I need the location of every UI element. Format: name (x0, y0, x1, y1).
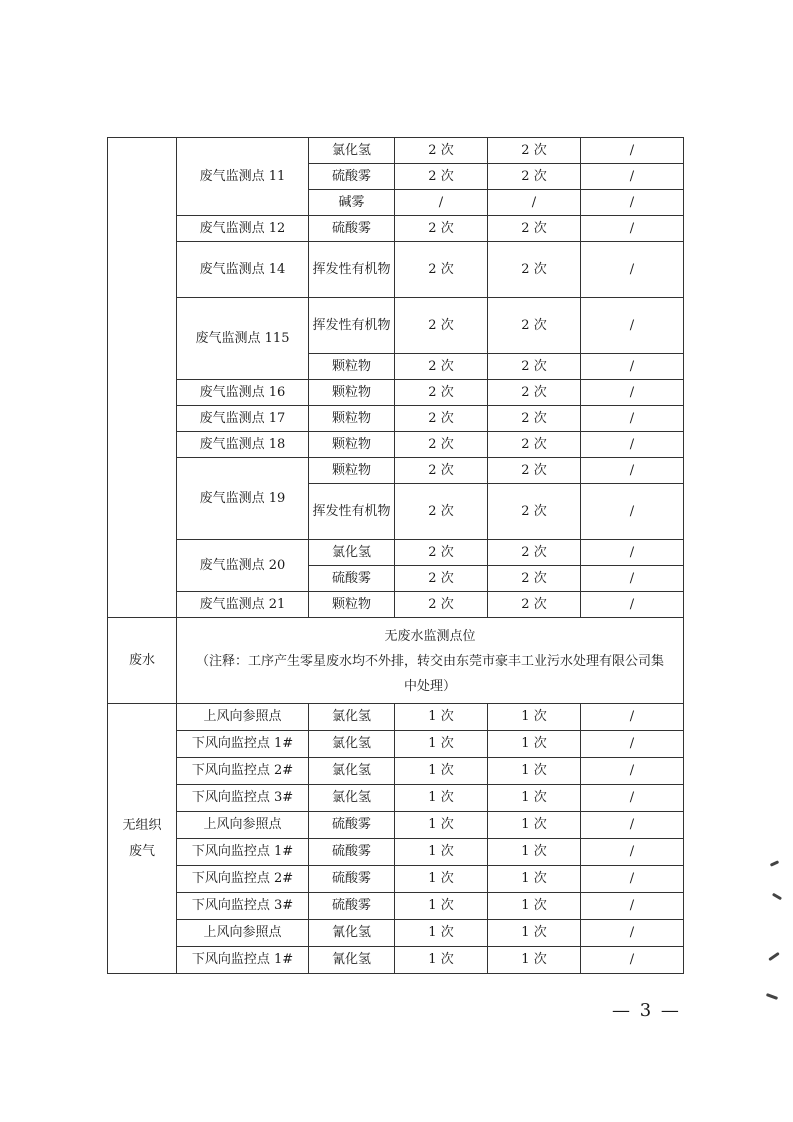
pollutant-cell: 颗粒物 (309, 406, 395, 432)
monitoring-point-cell: 上风向参照点 (177, 920, 309, 947)
remark-cell: / (581, 484, 684, 540)
monitoring-point-cell: 下风向监控点 2# (177, 758, 309, 785)
frequency-cell-a: 2 次 (395, 138, 488, 164)
frequency-cell-b: 2 次 (488, 458, 581, 484)
frequency-cell-b: 2 次 (488, 566, 581, 592)
frequency-cell-a: 2 次 (395, 298, 488, 354)
section-cell-fugitive-gas: 无组织废气 (108, 704, 177, 974)
section-cell-organized-gas (108, 138, 177, 618)
frequency-cell-a: 2 次 (395, 242, 488, 298)
pollutant-cell: 硫酸雾 (309, 839, 395, 866)
frequency-cell-a: 1 次 (395, 704, 488, 731)
frequency-cell-b: 1 次 (488, 704, 581, 731)
frequency-cell-b: 2 次 (488, 164, 581, 190)
frequency-cell-a: 1 次 (395, 866, 488, 893)
remark-cell: / (581, 920, 684, 947)
remark-cell: / (581, 406, 684, 432)
waste-water-note-line1: 无废水监测点位 (384, 629, 476, 644)
frequency-cell-a: 2 次 (395, 540, 488, 566)
frequency-cell-a: 2 次 (395, 432, 488, 458)
frequency-cell-b: / (488, 190, 581, 216)
monitoring-point-cell: 下风向监控点 3# (177, 785, 309, 812)
waste-water-note-line3: 中处理） (403, 679, 456, 694)
table-row (108, 540, 684, 566)
table-row (108, 242, 684, 298)
monitoring-point-cell: 废气监测点 11 (177, 138, 309, 216)
frequency-cell-b: 2 次 (488, 380, 581, 406)
frequency-cell-b: 2 次 (488, 540, 581, 566)
pollutant-cell: 碱雾 (309, 190, 395, 216)
monitoring-point-cell: 废气监测点 14 (177, 242, 309, 298)
table-body (108, 138, 684, 974)
monitoring-point-cell: 下风向监控点 3# (177, 893, 309, 920)
monitoring-point-cell: 下风向监控点 1# (177, 731, 309, 758)
monitoring-point-cell: 下风向监控点 2# (177, 866, 309, 893)
monitoring-point-cell: 上风向参照点 (177, 812, 309, 839)
table-row (108, 458, 684, 484)
table-row (108, 920, 684, 947)
frequency-cell-a: 1 次 (395, 893, 488, 920)
remark-cell: / (581, 432, 684, 458)
pollutant-cell: 氯化氢 (309, 704, 395, 731)
table-row (108, 785, 684, 812)
monitoring-point-cell: 废气监测点 19 (177, 458, 309, 540)
table-row (108, 704, 684, 731)
frequency-cell-a: 2 次 (395, 164, 488, 190)
pollutant-cell: 硫酸雾 (309, 216, 395, 242)
table-row (108, 592, 684, 618)
table-row (108, 380, 684, 406)
frequency-cell-a: 1 次 (395, 812, 488, 839)
pollutant-cell: 挥发性有机物 (309, 242, 395, 298)
monitoring-point-cell: 废气监测点 16 (177, 380, 309, 406)
pollutant-cell: 挥发性有机物 (309, 484, 395, 540)
pollutant-cell: 氯化氢 (309, 540, 395, 566)
frequency-cell-b: 1 次 (488, 758, 581, 785)
pollutant-cell: 氯化氢 (309, 138, 395, 164)
monitoring-point-cell: 废气监测点 115 (177, 298, 309, 380)
monitoring-point-cell: 下风向监控点 1# (177, 839, 309, 866)
table-row (108, 758, 684, 785)
table-row (108, 731, 684, 758)
frequency-cell-a: 2 次 (395, 354, 488, 380)
monitoring-point-cell: 废气监测点 21 (177, 592, 309, 618)
table-row-waste-water (108, 618, 684, 704)
pollutant-cell: 颗粒物 (309, 592, 395, 618)
frequency-cell-b: 1 次 (488, 920, 581, 947)
table-row (108, 812, 684, 839)
monitoring-table (107, 137, 684, 974)
remark-cell: / (581, 540, 684, 566)
pollutant-cell: 颗粒物 (309, 432, 395, 458)
table-row (108, 947, 684, 974)
frequency-cell-b: 2 次 (488, 592, 581, 618)
frequency-cell-a: 2 次 (395, 380, 488, 406)
remark-cell: / (581, 566, 684, 592)
frequency-cell-a: 1 次 (395, 920, 488, 947)
remark-cell: / (581, 458, 684, 484)
pollutant-cell: 挥发性有机物 (309, 298, 395, 354)
frequency-cell-a: 1 次 (395, 731, 488, 758)
frequency-cell-b: 2 次 (488, 242, 581, 298)
frequency-cell-b: 1 次 (488, 731, 581, 758)
frequency-cell-b: 2 次 (488, 138, 581, 164)
remark-cell: / (581, 704, 684, 731)
frequency-cell-b: 1 次 (488, 866, 581, 893)
pollutant-cell: 颗粒物 (309, 380, 395, 406)
table-row (108, 216, 684, 242)
pollutant-cell: 硫酸雾 (309, 893, 395, 920)
remark-cell: / (581, 242, 684, 298)
remark-cell: / (581, 758, 684, 785)
pollutant-cell: 氯化氢 (309, 785, 395, 812)
pollutant-cell: 硫酸雾 (309, 566, 395, 592)
pollutant-cell: 氯化氢 (309, 731, 395, 758)
remark-cell: / (581, 839, 684, 866)
frequency-cell-a: 2 次 (395, 406, 488, 432)
pollutant-cell: 氯化氢 (309, 758, 395, 785)
monitoring-point-cell: 上风向参照点 (177, 704, 309, 731)
remark-cell: / (581, 785, 684, 812)
scan-mark (772, 893, 782, 901)
waste-water-note (177, 618, 684, 704)
scan-mark (770, 860, 779, 867)
frequency-cell-a: 2 次 (395, 566, 488, 592)
frequency-cell-b: 2 次 (488, 298, 581, 354)
frequency-cell-b: 1 次 (488, 839, 581, 866)
frequency-cell-b: 1 次 (488, 947, 581, 974)
monitoring-point-cell: 下风向监控点 1# (177, 947, 309, 974)
remark-cell: / (581, 138, 684, 164)
frequency-cell-b: 2 次 (488, 406, 581, 432)
frequency-cell-b: 2 次 (488, 216, 581, 242)
table-row (108, 138, 684, 164)
pollutant-cell: 氰化氢 (309, 920, 395, 947)
table-row (108, 866, 684, 893)
table-row (108, 406, 684, 432)
monitoring-point-cell: 废气监测点 20 (177, 540, 309, 592)
scan-mark (766, 993, 778, 1000)
remark-cell: / (581, 216, 684, 242)
table-row (108, 298, 684, 354)
frequency-cell-b: 2 次 (488, 432, 581, 458)
frequency-cell-a: 1 次 (395, 839, 488, 866)
monitoring-point-cell: 废气监测点 17 (177, 406, 309, 432)
pollutant-cell: 颗粒物 (309, 458, 395, 484)
pollutant-cell: 氰化氢 (309, 947, 395, 974)
frequency-cell-a: 2 次 (395, 458, 488, 484)
page-number: — 3 — (612, 1000, 681, 1021)
pollutant-cell: 硫酸雾 (309, 812, 395, 839)
frequency-cell-a: 2 次 (395, 484, 488, 540)
remark-cell: / (581, 893, 684, 920)
remark-cell: / (581, 947, 684, 974)
scan-mark (768, 952, 780, 961)
frequency-cell-b: 2 次 (488, 484, 581, 540)
remark-cell: / (581, 164, 684, 190)
remark-cell: / (581, 298, 684, 354)
frequency-cell-a: 1 次 (395, 758, 488, 785)
frequency-cell-a: 1 次 (395, 785, 488, 812)
pollutant-cell: 颗粒物 (309, 354, 395, 380)
pollutant-cell: 硫酸雾 (309, 164, 395, 190)
section-cell-waste-water: 废水 (108, 618, 177, 704)
waste-water-note-line2: （注释：工序产生零星废水均不外排，转交由东莞市豪丰工业污水处理有限公司集 (195, 654, 664, 669)
frequency-cell-a: / (395, 190, 488, 216)
pollutant-cell: 硫酸雾 (309, 866, 395, 893)
remark-cell: / (581, 592, 684, 618)
frequency-cell-b: 1 次 (488, 812, 581, 839)
table-row (108, 839, 684, 866)
frequency-cell-a: 2 次 (395, 216, 488, 242)
monitoring-point-cell: 废气监测点 18 (177, 432, 309, 458)
remark-cell: / (581, 812, 684, 839)
remark-cell: / (581, 866, 684, 893)
frequency-cell-b: 1 次 (488, 893, 581, 920)
frequency-cell-b: 1 次 (488, 785, 581, 812)
frequency-cell-a: 1 次 (395, 947, 488, 974)
remark-cell: / (581, 380, 684, 406)
remark-cell: / (581, 731, 684, 758)
table-row (108, 893, 684, 920)
frequency-cell-b: 2 次 (488, 354, 581, 380)
table-row (108, 432, 684, 458)
frequency-cell-a: 2 次 (395, 592, 488, 618)
monitoring-point-cell: 废气监测点 12 (177, 216, 309, 242)
remark-cell: / (581, 354, 684, 380)
remark-cell: / (581, 190, 684, 216)
